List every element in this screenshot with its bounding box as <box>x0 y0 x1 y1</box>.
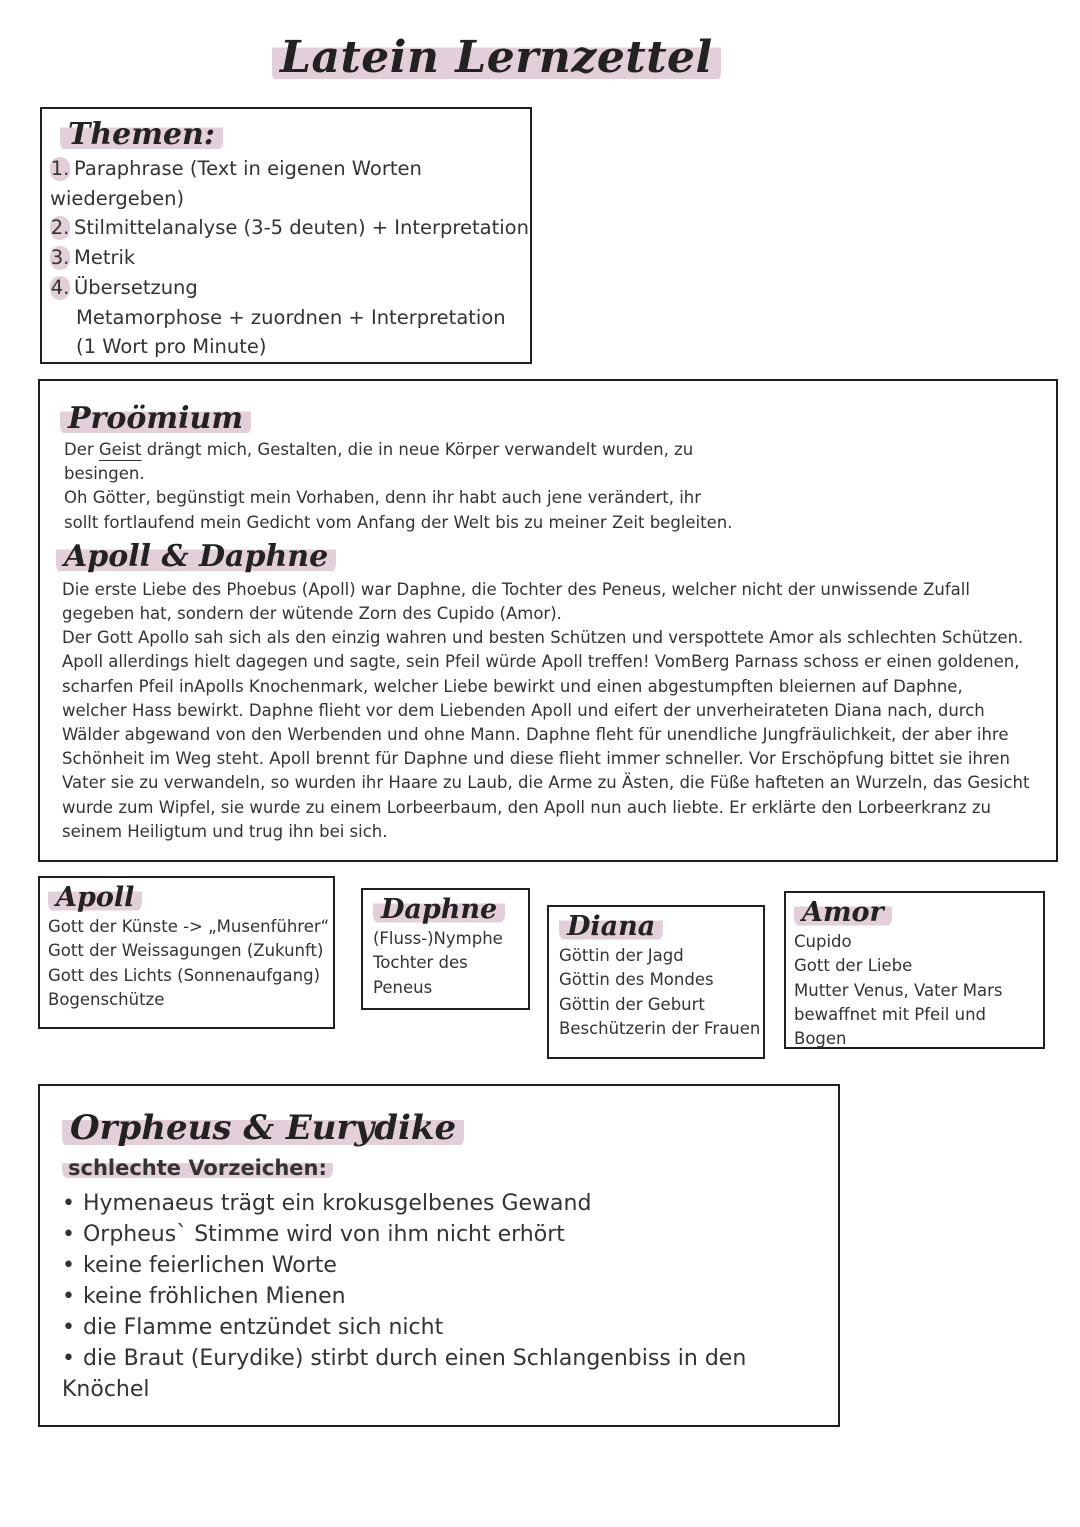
page-title: Latein Lernzettel <box>272 32 721 83</box>
themen-box <box>40 107 532 364</box>
card-apoll <box>38 876 335 1029</box>
themen-item-text: Stilmittelanalyse (3-5 deuten) + Interpretation <box>74 216 529 240</box>
themen-item-text: Metrik <box>74 246 136 270</box>
card-line: Cupido <box>794 932 852 951</box>
themen-item-text: Metamorphose + zuordnen + Interpretation <box>76 305 506 329</box>
card-line: Tochter des <box>373 953 468 973</box>
prooemium-underlined-word: Geist <box>98 440 142 459</box>
list-item: • keine feierlichen Worte <box>62 1250 838 1281</box>
card-line: (Fluss-)Nymphe <box>373 929 503 948</box>
themen-item <box>50 213 530 243</box>
list-item: • die Braut (Eurydike) stirbt durch einen Schlangenbiss in den Knöchel <box>62 1343 838 1405</box>
card-line: Mutter Venus, Vater Mars <box>794 980 1003 1000</box>
card-diana <box>547 905 765 1059</box>
themen-item <box>50 273 530 303</box>
card-line: Göttin der Jagd <box>559 946 684 965</box>
myth-box <box>38 379 1058 862</box>
card-line: Göttin der Geburt <box>559 994 705 1014</box>
themen-item-text: Übersetzung <box>74 275 198 299</box>
apoll-daphne-heading: Apoll & Daphne <box>56 539 336 574</box>
orpheus-heading: Orpheus & Eurydike <box>62 1108 464 1148</box>
themen-item-text: Paraphrase (Text in eigenen Worten <box>74 157 422 180</box>
themen-heading: Themen: <box>60 117 223 152</box>
apoll-daphne-paragraph: Die erste Liebe des Phoebus (Apoll) war Daphne, die Tochter des Peneus, welcher nicht der unwissende Zufall gegeben hat, sondern der wütende Zorn des Cupido (Amor). <box>62 579 970 624</box>
list-item: • Orpheus` Stimme wird von ihm nicht erhört <box>62 1219 838 1250</box>
themen-item-number: 3. <box>50 246 70 270</box>
card-heading: Diana <box>559 911 663 942</box>
themen-item-number: 1. <box>50 157 70 180</box>
prooemium-heading: Proömium <box>60 401 251 436</box>
card-line: Bogenschütze <box>48 989 165 1009</box>
card-line: Peneus <box>373 977 433 997</box>
card-line: Gott des Lichts (Sonnenaufgang) <box>48 965 321 985</box>
apoll-daphne-paragraph: Der Gott Apollo sah sich als den einzig wahren und besten Schützen und verspottete Amor als schlechten Schützen. Apoll allerdings hielt dagegen und sagte, sein Pfeil würde Apoll treffen! VomBerg Parnass schoss er einen goldenen, scharfen Pfeil inApolls Knochenmark, welcher Liebe bewirkt und einen abgestumpften bleiernen auf Daphne, welcher Hass bewirkt. Daphne flieht vor dem Liebenden Apoll und eifert der unverheirateten Diana nach, durch Wälder abgewand von den Werbenden und ohne Mann. Daphne fleht für unendliche Jungfräulichkeit, der aber ihre Schönheit im Weg steht. Apoll brennt für Daphne und diese flieht immer schneller. Vor Erschöpfung bittet sie ihren Vater sie zu verwandeln, so wurden ihr Haare zu Laub, die Arme zu Ästen, die Füße hafteten an Wurzeln, das Gesicht wurde zum Wipfel, sie wurde zu einem Lorbeerbaum, den Apoll nun auch liebte. Er erklärte den Lorbeerkranz zu seinem Heiligtum und trug ihn bei sich. <box>62 628 1030 841</box>
omens-list <box>62 1188 838 1405</box>
themen-item-text: wiedergeben) <box>50 186 185 210</box>
orpheus-box <box>38 1084 840 1427</box>
card-line: Göttin des Mondes <box>559 970 714 990</box>
themen-item <box>50 154 530 184</box>
list-item: • die Flamme entzündet sich nicht <box>62 1312 838 1343</box>
themen-item <box>50 332 530 362</box>
card-daphne <box>361 888 530 1010</box>
card-line: Gott der Liebe <box>794 956 913 976</box>
card-line: Gott der Weissagungen (Zukunft) <box>48 941 324 961</box>
prooemium-text-part: drängt mich, Gestalten, die in neue Körper verwandelt wurden, zu besingen. <box>64 440 694 484</box>
themen-list <box>50 154 530 362</box>
themen-item-number: 2. <box>50 216 70 240</box>
card-line: Beschützerin der Frauen <box>559 1018 761 1038</box>
list-item: • keine fröhlichen Mienen <box>62 1281 838 1312</box>
card-heading: Amor <box>794 897 892 928</box>
themen-item <box>50 303 530 333</box>
prooemium-text-part: Der <box>64 440 99 459</box>
apoll-daphne-text <box>60 578 1032 844</box>
themen-item-number: 4. <box>50 275 70 299</box>
prooemium-text-part: Oh Götter, begünstigt mein Vorhaben, denn ihr habt auch jene verändert, ihr sollt fortlaufend mein Gedicht vom Anfang der Welt bis zu meiner Zeit begleiten. <box>64 488 733 532</box>
prooemium-text <box>60 438 734 535</box>
themen-item <box>50 243 530 273</box>
card-heading: Apoll <box>48 882 142 913</box>
card-line: Gott der Künste -> „Musenführer“ <box>48 917 330 936</box>
card-line: bewaffnet mit Pfeil und Bogen <box>794 1004 987 1049</box>
themen-item <box>50 184 530 214</box>
card-heading: Daphne <box>373 894 505 925</box>
themen-item-text: (1 Wort pro Minute) <box>76 335 267 359</box>
card-amor <box>784 891 1045 1049</box>
list-item: • Hymenaeus trägt ein krokusgelbenes Gewand <box>62 1188 838 1219</box>
omens-subheading: schlechte Vorzeichen: <box>62 1156 333 1180</box>
